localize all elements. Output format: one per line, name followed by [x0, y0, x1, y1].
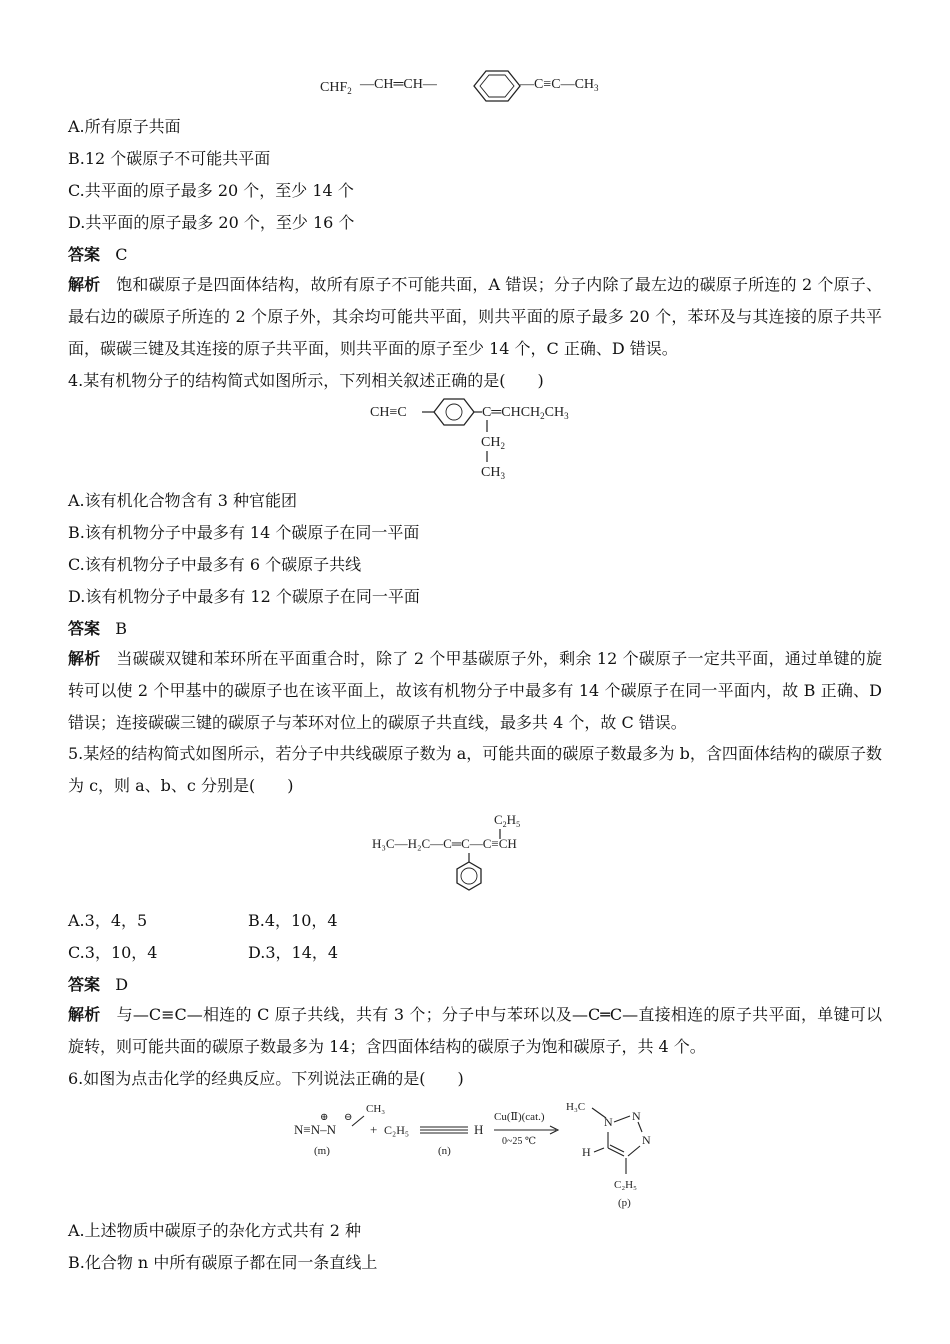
analysis-label: 解析: [68, 1005, 101, 1024]
answer-label: 答案: [68, 975, 101, 994]
q6-ethyl: C₂H₅: [384, 1123, 410, 1137]
q4-answer: [68, 618, 127, 640]
svg-text:⊕: ⊕: [320, 1112, 329, 1123]
q6-p-n2: N: [632, 1109, 641, 1123]
q6-option-b: B.化合物 n 中所有碳原子都在同一条直线上: [68, 1253, 378, 1272]
analysis-label: 解析: [68, 649, 101, 668]
q5-answer: [68, 974, 128, 996]
q5-option-d: D.3，14，4: [248, 943, 339, 962]
q6-plus: +: [370, 1122, 378, 1137]
q3-structure: [318, 68, 638, 106]
q5-main-chain: H₃C—H₂C—C═C—C≡CH: [372, 836, 517, 851]
q3-answer: [68, 244, 128, 266]
q4-analysis: [68, 643, 882, 739]
q5-option-a: A.3，4，5: [68, 911, 148, 930]
q3-benzene-ring: [474, 71, 520, 101]
q4-stem: 4.某有机物分子的结构简式如图所示，下列相关叙述正确的是( ): [68, 371, 544, 390]
q4-ch3: $CH_3$: [481, 465, 505, 481]
analysis-text: 饱和碳原子是四面体结构，故所有原子不可能共面，A 错误；分子内除了最左边的碳原子所连的 2 个原子、最右边的碳原子所连的 2 个原子外，其余均可能共平面，则共平面的原子最多 20 个，苯环及与其连接的原子共平面，碳碳三键及其连接的原子共平面，则共平面的原子至少 14 个，C 正确、D 错误。: [68, 275, 882, 358]
q5-analysis: [68, 999, 882, 1063]
q5-option-b: B.4，10，4: [248, 911, 338, 930]
q4-option-c: C.该有机物分子中最多有 6 个碳原子共线: [68, 555, 362, 574]
q6-label-m: (m): [314, 1145, 330, 1157]
q6-reaction-diagram: [290, 1094, 670, 1212]
q6-stem: 6.如图为点击化学的经典反应。下列说法正确的是( ): [68, 1069, 464, 1088]
analysis-text: 当碳碳双键和苯环所在平面重合时，除了 2 个甲基碳原子外，剩余 12 个碳原子一定共平面，通过单键的旋转可以使 2 个甲基中的碳原子也在该平面上，故该有机物分子中最多有 14 个碳原子在同一平面内，故 B 正确、D 错误；连接碳碳三键的碳原子与苯环对位上的碳原子共直线，最多共 4 个，故 C 错误。: [68, 649, 882, 732]
q3-mid-chain: —CH═CH—: [360, 77, 437, 92]
q4-option-a: A.该有机化合物含有 3 种官能团: [68, 491, 297, 510]
q3-option-d: D.共平面的原子最多 20 个，至少 16 个: [68, 213, 355, 232]
answer-value: C: [115, 245, 128, 264]
q5-stem: 5.某烃的结构简式如图所示，若分子中共线碳原子数为 a，可能共面的碳原子数最多为 b，含四面体结构的碳原子数为 c，则 a、b、c 分别是( ): [68, 744, 882, 795]
q6-catalyst: Cu(Ⅱ)(cat.): [494, 1111, 545, 1123]
q4-option-d: D.该有机物分子中最多有 12 个碳原子在同一平面: [68, 587, 420, 606]
q5-option-c: C.3，10，4: [68, 943, 158, 962]
q6-label-n: (n): [438, 1145, 451, 1157]
q6-p-ethyl: C₂H₅: [614, 1179, 637, 1191]
answer-label: 答案: [68, 619, 101, 638]
q3-left-group: $CHF_2$: [320, 80, 352, 96]
q4-option-b: B.该有机物分子中最多有 14 个碳原子在同一平面: [68, 523, 420, 542]
answer-label: 答案: [68, 245, 101, 264]
svg-text:⊖: ⊖: [344, 1112, 353, 1123]
q3-analysis: [68, 269, 882, 365]
q3-option-a: A.所有原子共面: [68, 117, 181, 136]
q3-right-chain: $—C\equiv C—CH_3$: [520, 77, 599, 93]
q6-p-hydrogen: H: [582, 1145, 591, 1159]
q4-benzene-ring: [434, 399, 474, 425]
q4-ethynyl: CH≡C: [370, 405, 407, 420]
q6-hydrogen: H: [474, 1122, 484, 1137]
analysis-label: 解析: [68, 275, 101, 294]
q6-p-n1: N: [604, 1115, 613, 1129]
q6-p-methyl: H₃C: [566, 1101, 586, 1113]
q3-option-b: B.12 个碳原子不可能共平面: [68, 149, 271, 168]
answer-value: B: [115, 619, 128, 638]
q6-azide: N≡N–N: [294, 1122, 336, 1137]
q5-ethyl: $C_2H_5$: [494, 812, 521, 829]
q6-methyl: CH₃: [366, 1103, 386, 1115]
q6-option-a: A.上述物质中碳原子的杂化方式共有 2 种: [68, 1221, 361, 1240]
q6-p-n3: N: [642, 1133, 651, 1147]
q4-structure: [368, 396, 598, 482]
q5-structure: [370, 810, 590, 900]
answer-value: D: [115, 975, 129, 994]
analysis-text: 与—C≡C—相连的 C 原子共线，共有 3 个；分子中与苯环以及—C═C—直接相连的原子共平面，单键可以旋转，则可能共面的碳原子数最多为 14；含四面体结构的碳原子为饱和碳原子，共 4 个。: [68, 1005, 882, 1056]
q6-temperature: 0~25 ℃: [502, 1136, 537, 1147]
q4-right-chain: $C═CHCH_2CH_3$: [482, 405, 569, 421]
q6-label-p: (p): [618, 1197, 631, 1209]
q4-ch2: $CH_2$: [481, 435, 505, 451]
q3-option-c: C.共平面的原子最多 20 个，至少 14 个: [68, 181, 354, 200]
